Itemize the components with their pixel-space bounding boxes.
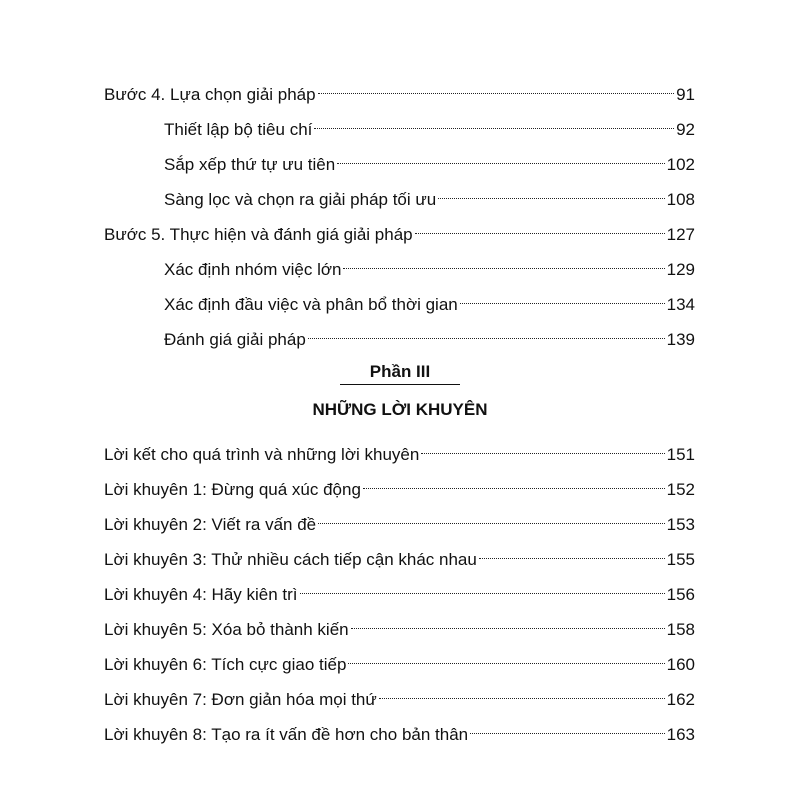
toc-entry-page: 162 [666,690,695,709]
toc-entry-title: Lời khuyên 3: Thử nhiều cách tiếp cận khác nhau [104,550,477,569]
dot-leader [421,436,664,460]
toc-entry-advice [104,681,695,712]
toc-entry-title: Đánh giá giải pháp [164,330,306,349]
toc-entry-conclusion [104,436,695,467]
toc-entry-title: Sắp xếp thứ tự ưu tiên [164,155,336,174]
toc-entry-subitem [164,146,695,177]
toc-entry-page: 158 [666,620,695,639]
dot-leader [318,506,664,530]
dot-leader [337,146,664,170]
toc-entry-step-5 [104,216,695,247]
toc-entry-page: 156 [666,585,695,604]
toc-entry-page: 92 [676,120,695,139]
toc-entry-page: 139 [666,330,695,349]
toc-entry-title: Bước 4. Lựa chọn giải pháp [104,85,316,104]
toc-entry-advice [104,576,695,607]
toc-entry-advice [104,471,695,502]
dot-leader [308,321,665,345]
toc-entry-step-4 [104,76,695,107]
toc-entry-advice [104,646,695,677]
part-label [0,362,800,385]
toc-entry-title: Sàng lọc và chọn ra giải pháp tối ưu [164,190,437,209]
toc-entry-title: Xác định đầu việc và phân bổ thời gian [164,295,458,314]
toc-entry-page: 160 [666,655,695,674]
toc-entry-title: Lời khuyên 8: Tạo ra ít vấn đề hơn cho bản thân [104,725,469,744]
toc-entry-page: 155 [666,550,695,569]
dot-leader [314,111,674,135]
dot-leader [479,541,665,565]
toc-entry-advice [104,506,695,537]
toc-entry-page: 153 [666,515,695,534]
toc-entry-page: 134 [666,295,695,314]
dot-leader [363,471,665,495]
dot-leader [348,646,664,670]
toc-entry-subitem [164,251,695,282]
toc-entry-page: 152 [666,480,695,499]
toc-entry-page: 102 [666,155,695,174]
toc-entry-page: 108 [666,190,695,209]
toc-entry-title: Bước 5. Thực hiện và đánh giá giải pháp [104,225,413,244]
toc-entry-title: Xác định nhóm việc lớn [164,260,342,279]
dot-leader [343,251,664,275]
toc-entry-title: Lời khuyên 5: Xóa bỏ thành kiến [104,620,349,639]
toc-entry-title: Lời khuyên 1: Đừng quá xúc động [104,480,361,499]
toc-entry-title: Lời khuyên 7: Đơn giản hóa mọi thứ [104,690,377,709]
toc-entry-title: Lời khuyên 2: Viết ra vấn đề [104,515,317,534]
toc-entry-page: 129 [666,260,695,279]
toc-entry-advice [104,541,695,572]
dot-leader [351,611,665,635]
dot-leader [415,216,665,240]
toc-entry-page: 91 [676,85,695,104]
part-title [0,400,800,420]
dot-leader [438,181,664,205]
dot-leader [300,576,665,600]
dot-leader [470,716,665,740]
toc-entry-title: Lời khuyên 4: Hãy kiên trì [104,585,298,604]
toc-entry-title: Thiết lập bộ tiêu chí [164,120,313,139]
toc-entry-title: Lời khuyên 6: Tích cực giao tiếp [104,655,347,674]
dot-leader [460,286,665,310]
toc-entry-subitem [164,111,695,142]
part-label-text: Phần III [340,362,460,385]
part-title-text: NHỮNG LỜI KHUYÊN [312,400,488,419]
toc-entry-subitem [164,321,695,352]
toc-entry-title: Lời kết cho quá trình và những lời khuyên [104,445,420,464]
dot-leader [379,681,665,705]
toc-entry-subitem [164,181,695,212]
dot-leader [318,76,674,100]
toc-entry-page: 127 [666,225,695,244]
toc-entry-page: 163 [666,725,695,744]
toc-entry-advice [104,716,695,747]
toc-entry-subitem [164,286,695,317]
toc-entry-page: 151 [666,445,695,464]
toc-entry-advice [104,611,695,642]
